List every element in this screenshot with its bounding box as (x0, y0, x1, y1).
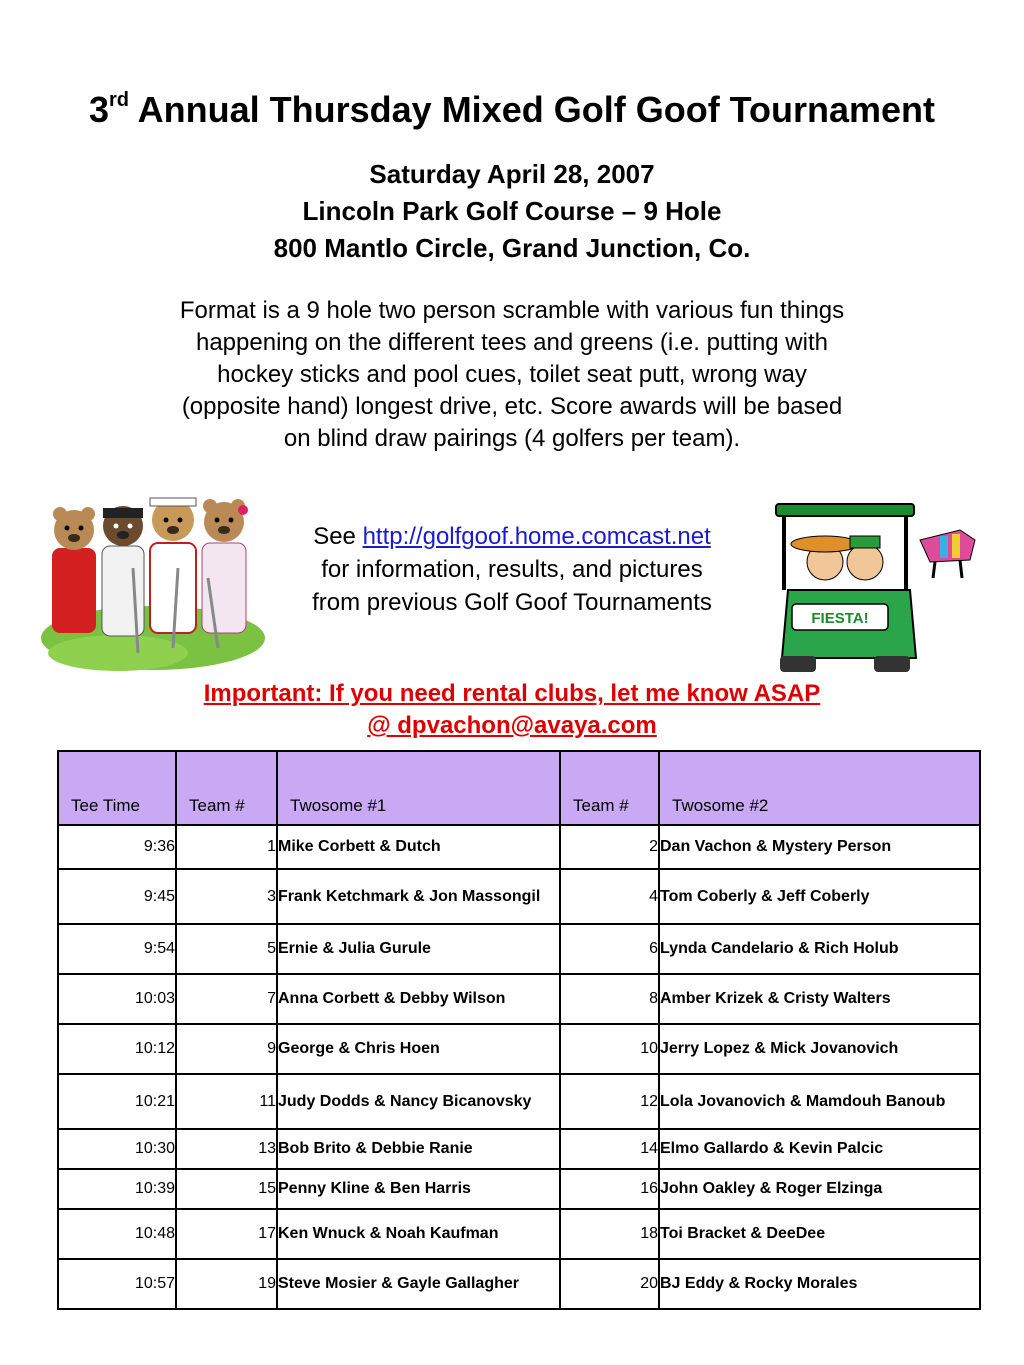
twosome-1: Bob Brito & Debbie Ranie (277, 1129, 560, 1169)
title-number: 3 (88, 89, 109, 130)
twosome-1: Anna Corbett & Debby Wilson (277, 974, 560, 1024)
twosome-1: Steve Mosier & Gayle Gallagher (277, 1259, 560, 1309)
team-number-2: 4 (560, 869, 659, 924)
important-line-1: Important: If you need rental clubs, let me know ASAP (203, 680, 821, 707)
event-details (0, 156, 1024, 267)
twosome-2: Lynda Candelario & Rich Holub (659, 924, 980, 974)
twosome-1: Ernie & Julia Gurule (277, 924, 560, 974)
table-header-row (58, 751, 980, 825)
event-address: 800 Mantlo Circle, Grand Junction, Co. (273, 233, 751, 263)
twosome-2: Toi Bracket & DeeDee (659, 1209, 980, 1259)
team-number-2: 10 (560, 1024, 659, 1074)
team-number-1: 13 (176, 1129, 277, 1169)
table-row (58, 1259, 980, 1309)
twosome-1: Mike Corbett & Dutch (277, 825, 560, 869)
team-number-1: 1 (176, 825, 277, 869)
twosome-2: Jerry Lopez & Mick Jovanovich (659, 1024, 980, 1074)
twosome-2: Amber Krizek & Cristy Walters (659, 974, 980, 1024)
title-ordinal: rd (109, 89, 129, 111)
table-row (58, 924, 980, 974)
see-line-3: from previous Golf Goof Tournaments (312, 589, 712, 616)
tee-time: 9:54 (58, 924, 176, 974)
team-number-2: 20 (560, 1259, 659, 1309)
twosome-2: Elmo Gallardo & Kevin Palcic (659, 1129, 980, 1169)
tee-time: 9:45 (58, 869, 176, 924)
tee-time: 10:48 (58, 1209, 176, 1259)
twosome-1: George & Chris Hoen (277, 1024, 560, 1074)
team-number-1: 19 (176, 1259, 277, 1309)
tee-time-table (57, 750, 981, 1310)
table-row (58, 869, 980, 924)
format-description: Format is a 9 hole two person scramble with various fun things happening on the different tees and greens (i.e. putting with hockey sticks and pool cues, toilet seat putt, wrong way (opposite hand) longest drive, etc. Score awards will be based on blind draw pairings (4 golfers per team). (179, 297, 845, 452)
team-number-2: 16 (560, 1169, 659, 1209)
see-website-note (262, 520, 762, 619)
table-row (58, 1209, 980, 1259)
table-row (58, 1129, 980, 1169)
team-number-2: 8 (560, 974, 659, 1024)
team-number-2: 18 (560, 1209, 659, 1259)
team-number-1: 5 (176, 924, 277, 974)
twosome-2: BJ Eddy & Rocky Morales (659, 1259, 980, 1309)
twosome-1: Penny Kline & Ben Harris (277, 1169, 560, 1209)
table-row (58, 1024, 980, 1074)
cart-sign-text: FIESTA! (811, 610, 869, 627)
team-number-1: 11 (176, 1074, 277, 1129)
twosome-1: Frank Ketchmark & Jon Massongil (277, 869, 560, 924)
bears-illustration (38, 488, 270, 678)
team-number-1: 7 (176, 974, 277, 1024)
tee-time: 10:12 (58, 1024, 176, 1074)
table-row (58, 1074, 980, 1129)
tee-time: 10:39 (58, 1169, 176, 1209)
twosome-2: John Oakley & Roger Elzinga (659, 1169, 980, 1209)
twosome-1: Ken Wnuck & Noah Kaufman (277, 1209, 560, 1259)
header-twosome-2: Twosome #2 (659, 751, 980, 825)
tee-time: 10:57 (58, 1259, 176, 1309)
event-date: Saturday April 28, 2007 (369, 159, 655, 189)
twosome-1: Judy Dodds & Nancy Bicanovsky (277, 1074, 560, 1129)
twosome-2: Tom Coberly & Jeff Coberly (659, 869, 980, 924)
page-title (0, 74, 1024, 136)
important-notice (0, 678, 1024, 742)
title-text: Annual Thursday Mixed Golf Goof Tournament (129, 89, 936, 130)
header-team-1: Team # (176, 751, 277, 825)
team-number-1: 17 (176, 1209, 277, 1259)
tee-time: 9:36 (58, 825, 176, 869)
tee-time: 10:03 (58, 974, 176, 1024)
team-number-2: 12 (560, 1074, 659, 1129)
team-number-2: 2 (560, 825, 659, 869)
team-number-1: 15 (176, 1169, 277, 1209)
important-email-link[interactable]: @ dpvachon@avaya.com (367, 712, 657, 739)
header-twosome-1: Twosome #1 (277, 751, 560, 825)
table-row (58, 825, 980, 869)
header-team-2: Team # (560, 751, 659, 825)
table-row (58, 974, 980, 1024)
team-number-1: 9 (176, 1024, 277, 1074)
header-tee-time: Tee Time (58, 751, 176, 825)
website-link[interactable]: http://golfgoof.home.comcast.net (362, 523, 711, 550)
golf-cart-illustration (770, 500, 982, 680)
see-prefix: See (313, 523, 363, 550)
tee-time: 10:30 (58, 1129, 176, 1169)
see-line-2: for information, results, and pictures (321, 556, 703, 583)
team-number-1: 3 (176, 869, 277, 924)
tee-time: 10:21 (58, 1074, 176, 1129)
event-course: Lincoln Park Golf Course – 9 Hole (302, 196, 722, 226)
table-row (58, 1169, 980, 1209)
team-number-2: 14 (560, 1129, 659, 1169)
twosome-2: Lola Jovanovich & Mamdouh Banoub (659, 1074, 980, 1129)
team-number-2: 6 (560, 924, 659, 974)
twosome-2: Dan Vachon & Mystery Person (659, 825, 980, 869)
